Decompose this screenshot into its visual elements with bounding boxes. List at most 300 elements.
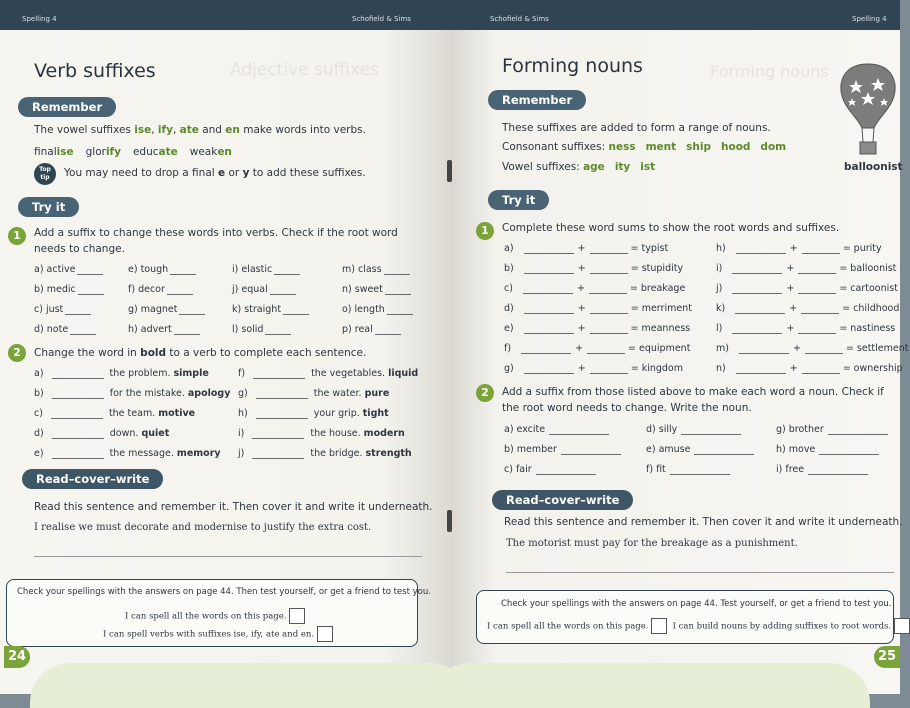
word-sum-plus: + [789,363,798,374]
noun-item [776,424,888,435]
q1-answer-blank[interactable] [283,314,309,315]
q1-answer-blank[interactable] [174,334,200,335]
left-can-2-text: I can spell verbs with suffixes ise, ify, ate and en. [103,629,315,640]
word-sum-plus: + [577,323,586,334]
q1-item-label: i) elastic [232,264,273,275]
word-sum-root-blank[interactable] [735,313,785,314]
q1-item [232,324,291,335]
word-sum-letter: d) [504,303,514,314]
q2-letter: b) [34,388,44,399]
left-can-2-checkbox[interactable] [317,626,333,642]
word-sum-plus: + [786,323,795,334]
noun-item-label: d) silly [646,424,678,435]
q1-item [342,324,401,335]
q1-item [232,284,296,295]
left-check-box [6,579,431,647]
right-rcw-sentence: The motorist must pay for the breakage as a punishment. [506,538,798,549]
tip-y: y [242,167,250,179]
tip-text-a: You may need to drop a final [64,167,219,179]
q2-answer-blank[interactable] [252,458,304,459]
q1-item-label: g) magnet [128,304,178,315]
q2-sentence [238,428,405,439]
q2-bold-word: pure [364,388,390,399]
q2-sentence [238,448,412,459]
q2-sentence [238,388,389,399]
word-sum-result: = nastiness [839,323,896,334]
q1-answer-blank[interactable] [65,314,91,315]
q2-sentence [238,408,389,419]
right-q2-number: 2 [476,384,494,402]
example-word [86,146,121,158]
q1-item [128,304,205,315]
q1-item-label: c) just [34,304,64,315]
consonant-label: Consonant suffixes: [502,141,609,153]
word-sum-root-blank[interactable] [521,353,571,354]
noun-answer-blank[interactable] [670,474,730,475]
q1-answer-blank[interactable] [170,274,196,275]
vowel-suffix: ity [614,161,631,173]
q2-bold-word: bold [140,347,167,359]
q1-item [342,284,411,295]
word-sum-result: = typist [630,243,669,254]
word-sum-row [716,343,909,354]
q2-text: the water. [313,388,365,399]
q1-answer-blank[interactable] [70,334,96,335]
q2-bold-word: quiet [141,428,170,439]
right-header-publisher: Schofield & Sims [490,15,549,23]
q2-bold-word: memory [176,448,221,459]
word-sum-row [716,283,898,294]
left-try-it-label: Try it [18,197,79,217]
left-q1-number: 1 [8,227,26,245]
q2-text: the team. [108,408,159,419]
example-root: educ [132,146,159,158]
left-rcw-instruction: Read this sentence and remember it. Then cover it and write it underneath. [34,501,433,513]
right-can-row [487,618,910,634]
word-sum-root-blank[interactable] [523,293,573,294]
word-sum-result: = purity [842,243,882,254]
noun-item-label: f) fit [646,464,666,475]
q2-answer-blank[interactable] [253,378,305,379]
word-sum-result: = cartoonist [839,283,898,294]
q2-bold-word: simple [173,368,209,379]
q1-item-label: e) tough [128,264,169,275]
left-header-series: Spelling 4 [22,15,57,23]
vowel-suffix-list [583,161,665,173]
q1-answer-blank[interactable] [270,294,296,295]
hot-air-balloon-icon [838,62,898,162]
noun-answer-blank[interactable] [694,454,754,455]
balloonist-caption: balloonist [844,161,903,173]
word-sum-plus: + [577,363,586,374]
right-can-2-text: I can build nouns by adding suffixes to root words. [672,621,892,632]
word-sum-row [504,263,683,274]
q2-answer-blank[interactable] [51,418,103,419]
left-rcw-writing-line[interactable] [34,556,422,557]
example-word [133,146,178,158]
q1-item [34,304,91,315]
tip-e: e [218,167,226,179]
word-sum-root-blank[interactable] [739,353,789,354]
q2-letter: h) [238,408,248,419]
word-sum-letter: c) [504,283,513,294]
right-can-2-checkbox[interactable] [894,618,910,634]
q2-text: for the mistake. [109,388,188,399]
word-sum-row [504,323,690,334]
noun-item-label: b) member [504,444,557,455]
left-rcw-sentence: I realise we must decorate and modernise to justify the extra cost. [34,522,372,533]
left-q1-line1: Add a suffix to change these words into verbs. Check if the root word [34,227,398,239]
right-can-1-checkbox[interactable] [651,618,667,634]
noun-item [646,444,754,455]
noun-item [504,424,609,435]
word-sum-letter: e) [504,323,514,334]
example-suffix: ate [158,146,178,158]
example-suffix: ise [56,146,74,158]
right-watermark-text: Forming nouns [710,62,829,81]
q2-bold-word: modern [363,428,405,439]
right-rcw-writing-line[interactable] [506,572,894,573]
example-word [190,146,232,158]
consonant-suffix: ship [686,141,711,153]
q1-item [128,324,200,335]
q2-sentence [34,408,195,419]
word-sum-root-blank[interactable] [732,333,782,334]
right-header-bar [450,0,900,30]
right-vowel-row [502,161,665,173]
q1-item-label: p) real [342,324,373,335]
q2-answer-blank[interactable] [252,438,304,439]
consonant-suffix: ment [645,141,677,153]
word-sum-suffix-blank[interactable] [798,273,836,274]
intro-text: The vowel suffixes [34,124,135,136]
vowel-suffix: ist [640,161,656,173]
q1-answer-blank[interactable] [265,334,291,335]
left-can-1-text: I can spell all the words on this page. [125,611,287,622]
word-sum-row [504,363,683,374]
q2-bold-word: liquid [388,368,419,379]
noun-answer-blank[interactable] [536,474,596,475]
q1-item [232,304,309,315]
word-sum-suffix-blank[interactable] [589,293,627,294]
word-sum-root-blank[interactable] [732,273,782,274]
word-sum-row [716,303,899,314]
word-sum-result: = merriment [630,303,692,314]
word-sum-result: = settlement [845,343,909,354]
q1-item-label: h) advert [128,324,172,335]
right-page-number: 25 [874,646,900,668]
left-examples-row [34,146,244,158]
q2-answer-blank[interactable] [256,398,308,399]
word-sum-plus: + [789,303,798,314]
right-remember-label: Remember [488,90,586,110]
word-sum-root-blank[interactable] [736,373,786,374]
noun-item-label: h) move [776,444,816,455]
word-sum-result: = kingdom [630,363,683,374]
q2-letter: d) [34,428,44,439]
word-sum-letter: m) [716,343,729,354]
word-sum-root-blank[interactable] [524,333,574,334]
noun-item [504,444,621,455]
right-q2-line1: Add a suffix from those listed above to make each word a noun. Check if [502,386,884,398]
right-q1-number: 1 [476,222,494,240]
right-check-box [476,590,894,644]
q1-item [34,324,96,335]
intro-connector: make words into verbs. [239,124,366,136]
q2-sentence [34,428,169,439]
noun-answer-blank[interactable] [681,434,741,435]
q1-answer-blank[interactable] [375,334,401,335]
q1-item-label: n) sweet [342,284,383,295]
q1-item-label: j) equal [232,284,268,295]
word-sum-row [504,343,690,354]
right-page [450,0,909,694]
q1-answer-blank[interactable] [384,274,410,275]
word-sum-row [716,323,895,334]
q2-bold-word: motive [158,408,196,419]
noun-answer-blank[interactable] [819,454,879,455]
consonant-suffix-list [608,141,796,153]
noun-item [504,464,596,475]
tip-or: or [225,167,243,179]
q1-item [128,264,196,275]
q1-answer-blank[interactable] [387,314,413,315]
q1-answer-blank[interactable] [167,294,193,295]
top-tip-badge [34,163,56,185]
right-page-title: Forming nouns [502,55,643,77]
left-q2-instruction [34,347,366,359]
left-can-row-2 [103,626,333,642]
left-q2-number: 2 [8,344,26,362]
word-sum-plus: + [577,263,586,274]
q2-text: down. [109,428,142,439]
word-sum-plus: + [577,243,586,254]
word-sum-plus: + [786,263,795,274]
word-sum-root-blank[interactable] [524,373,574,374]
q2-letter: f) [238,368,246,379]
right-rcw-label: Read–cover–write [492,490,633,510]
q1-item-label: b) medic [34,284,76,295]
q2-letter: a) [34,368,44,379]
noun-item-label: c) fair [504,464,532,475]
right-footer-curve [430,663,870,708]
q1-item-label: d) note [34,324,69,335]
word-sum-root-blank[interactable] [732,293,782,294]
suffix-highlight: ise [134,124,152,136]
q2-answer-blank[interactable] [52,378,104,379]
example-root: weak [189,146,218,158]
suffix-highlight: ify [157,124,173,136]
right-check-line: Check your spellings with the answers on page 44. Test yourself, or get a friend to test you. [501,599,892,609]
word-sum-root-blank[interactable] [736,253,786,254]
top-tip-text [64,167,366,179]
word-sum-suffix-blank[interactable] [805,353,843,354]
word-sum-row [716,363,903,374]
top-tip-label: Top tip [39,166,51,181]
noun-item [776,464,868,475]
word-sum-suffix-blank[interactable] [587,353,625,354]
word-sum-letter: j) [716,283,723,294]
word-sum-result: = childhood [842,303,900,314]
right-q1-text: Complete these word sums to show the root words and suffixes. [502,222,840,234]
q2-text: the problem. [109,368,174,379]
q1-answer-blank[interactable] [78,294,104,295]
word-sum-letter: l) [716,323,723,334]
q1-answer-blank[interactable] [77,274,103,275]
q2-letter: e) [34,448,44,459]
q2-sentence [238,368,418,379]
q1-item-label: a) active [34,264,76,275]
consonant-suffix: ness [608,141,636,153]
noun-item [646,464,730,475]
example-suffix: ify [105,146,121,158]
q1-item [34,284,104,295]
left-rcw-label: Read–cover–write [22,469,163,489]
q2-bold-word: strength [365,448,412,459]
q1-item [342,264,410,275]
q2-text: the bridge. [310,448,366,459]
vowel-label: Vowel suffixes: [502,161,584,173]
word-sum-row [504,283,685,294]
left-page-title: Verb suffixes [34,60,156,82]
noun-answer-blank[interactable] [828,434,888,435]
left-check-line: Check your spellings with the answers on page 44. Then test yourself, or get a friend to test you. [17,587,431,597]
word-sum-row [716,243,882,254]
q2-text: your grip. [313,408,363,419]
intro-connector: , [172,124,180,136]
q2-sentence [34,388,230,399]
q2-letter: i) [238,428,245,439]
spine-binding [446,160,454,540]
word-sum-letter: f) [504,343,512,354]
q1-answer-blank[interactable] [274,274,300,275]
example-root: final [34,146,57,158]
word-sum-letter: a) [504,243,514,254]
noun-item-label: g) brother [776,424,824,435]
noun-item-label: i) free [776,464,805,475]
word-sum-result: = breakage [629,283,686,294]
q1-item [342,304,413,315]
q2-answer-blank[interactable] [52,438,104,439]
right-can-1-text: I can spell all the words on this page. [487,621,649,632]
suffix-highlight: en [225,124,240,136]
left-intro-line [34,124,366,136]
example-word [34,146,74,158]
right-rcw-instruction: Read this sentence and remember it. Then cover it and write it underneath. [504,516,903,528]
left-footer-curve [30,663,470,708]
intro-connector: and [198,124,226,136]
word-sum-row [504,243,668,254]
q2-text: the vegetables. [311,368,389,379]
word-sum-result: = balloonist [839,263,897,274]
tip-text-b: to add these suffixes. [249,167,366,179]
q2-sentence [34,448,221,459]
q2-answer-blank[interactable] [52,398,104,399]
right-q2-line2: the root word needs to change. Write the noun. [502,402,752,414]
q1-item [232,264,300,275]
word-sum-plus: + [577,303,586,314]
word-sum-suffix-blank[interactable] [798,333,836,334]
q2-bold-word: apology [187,388,231,399]
q1-item-label: l) solid [232,324,264,335]
right-consonant-row [502,141,796,153]
left-can-1-checkbox[interactable] [289,608,305,624]
intro-suffixes [134,124,366,136]
right-header-series: Spelling 4 [852,15,887,23]
left-page-number: 24 [4,646,30,668]
word-sum-row [504,303,692,314]
word-sum-suffix-blank[interactable] [590,273,628,274]
noun-item [776,444,879,455]
suffix-highlight: ate [179,124,199,136]
word-sum-suffix-blank[interactable] [590,313,628,314]
q2-letter: j) [238,448,245,459]
q1-item-label: m) class [342,264,382,275]
q1-item [34,264,103,275]
noun-item-label: e) amuse [646,444,691,455]
noun-item-label: a) excite [504,424,546,435]
left-header-publisher: Schofield & Sims [352,15,411,23]
word-sum-root-blank[interactable] [524,313,574,314]
word-sum-letter: g) [504,363,514,374]
word-sum-suffix-blank[interactable] [802,253,840,254]
q2-answer-blank[interactable] [256,418,308,419]
example-root: glor [85,146,106,158]
noun-answer-blank[interactable] [561,454,621,455]
word-sum-result: = meanness [630,323,691,334]
word-sum-suffix-blank[interactable] [590,373,628,374]
noun-item [646,424,741,435]
word-sum-suffix-blank[interactable] [590,253,628,254]
word-sum-plus: + [575,343,584,354]
word-sum-result: = equipment [628,343,691,354]
q2-bold-word: tight [362,408,389,419]
left-header-bar [0,0,450,30]
consonant-suffix: dom [760,141,787,153]
q1-answer-blank[interactable] [179,314,205,315]
word-sum-letter: b) [504,263,514,274]
q1-answer-blank[interactable] [385,294,411,295]
noun-answer-blank[interactable] [808,474,868,475]
example-suffix: en [217,146,232,158]
q2-text-b: to a verb to complete each sentence. [166,347,367,359]
word-sum-root-blank[interactable] [524,273,574,274]
left-can-row-1 [125,608,305,624]
q2-letter: c) [34,408,43,419]
right-intro: These suffixes are added to form a range of nouns. [502,122,771,134]
word-sum-root-blank[interactable] [524,253,574,254]
consonant-suffix: hood [721,141,751,153]
word-sum-suffix-blank[interactable] [802,373,840,374]
q1-item [128,284,193,295]
q2-text: the message. [109,448,177,459]
word-sum-suffix-blank[interactable] [801,313,839,314]
noun-answer-blank[interactable] [549,434,609,435]
intro-connector: , [151,124,158,136]
q2-answer-blank[interactable] [52,458,104,459]
word-sum-letter: i) [716,263,723,274]
left-watermark-text: Adjective suffixes [230,60,379,80]
q2-text-a: Change the word in [34,347,141,359]
word-sum-letter: h) [716,243,726,254]
word-sum-plus: + [576,283,585,294]
q1-item-label: f) decor [128,284,165,295]
word-sum-plus: + [786,283,795,294]
q2-letter: g) [238,388,248,399]
word-sum-suffix-blank[interactable] [798,293,836,294]
word-sum-plus: + [792,343,801,354]
word-sum-suffix-blank[interactable] [590,333,628,334]
